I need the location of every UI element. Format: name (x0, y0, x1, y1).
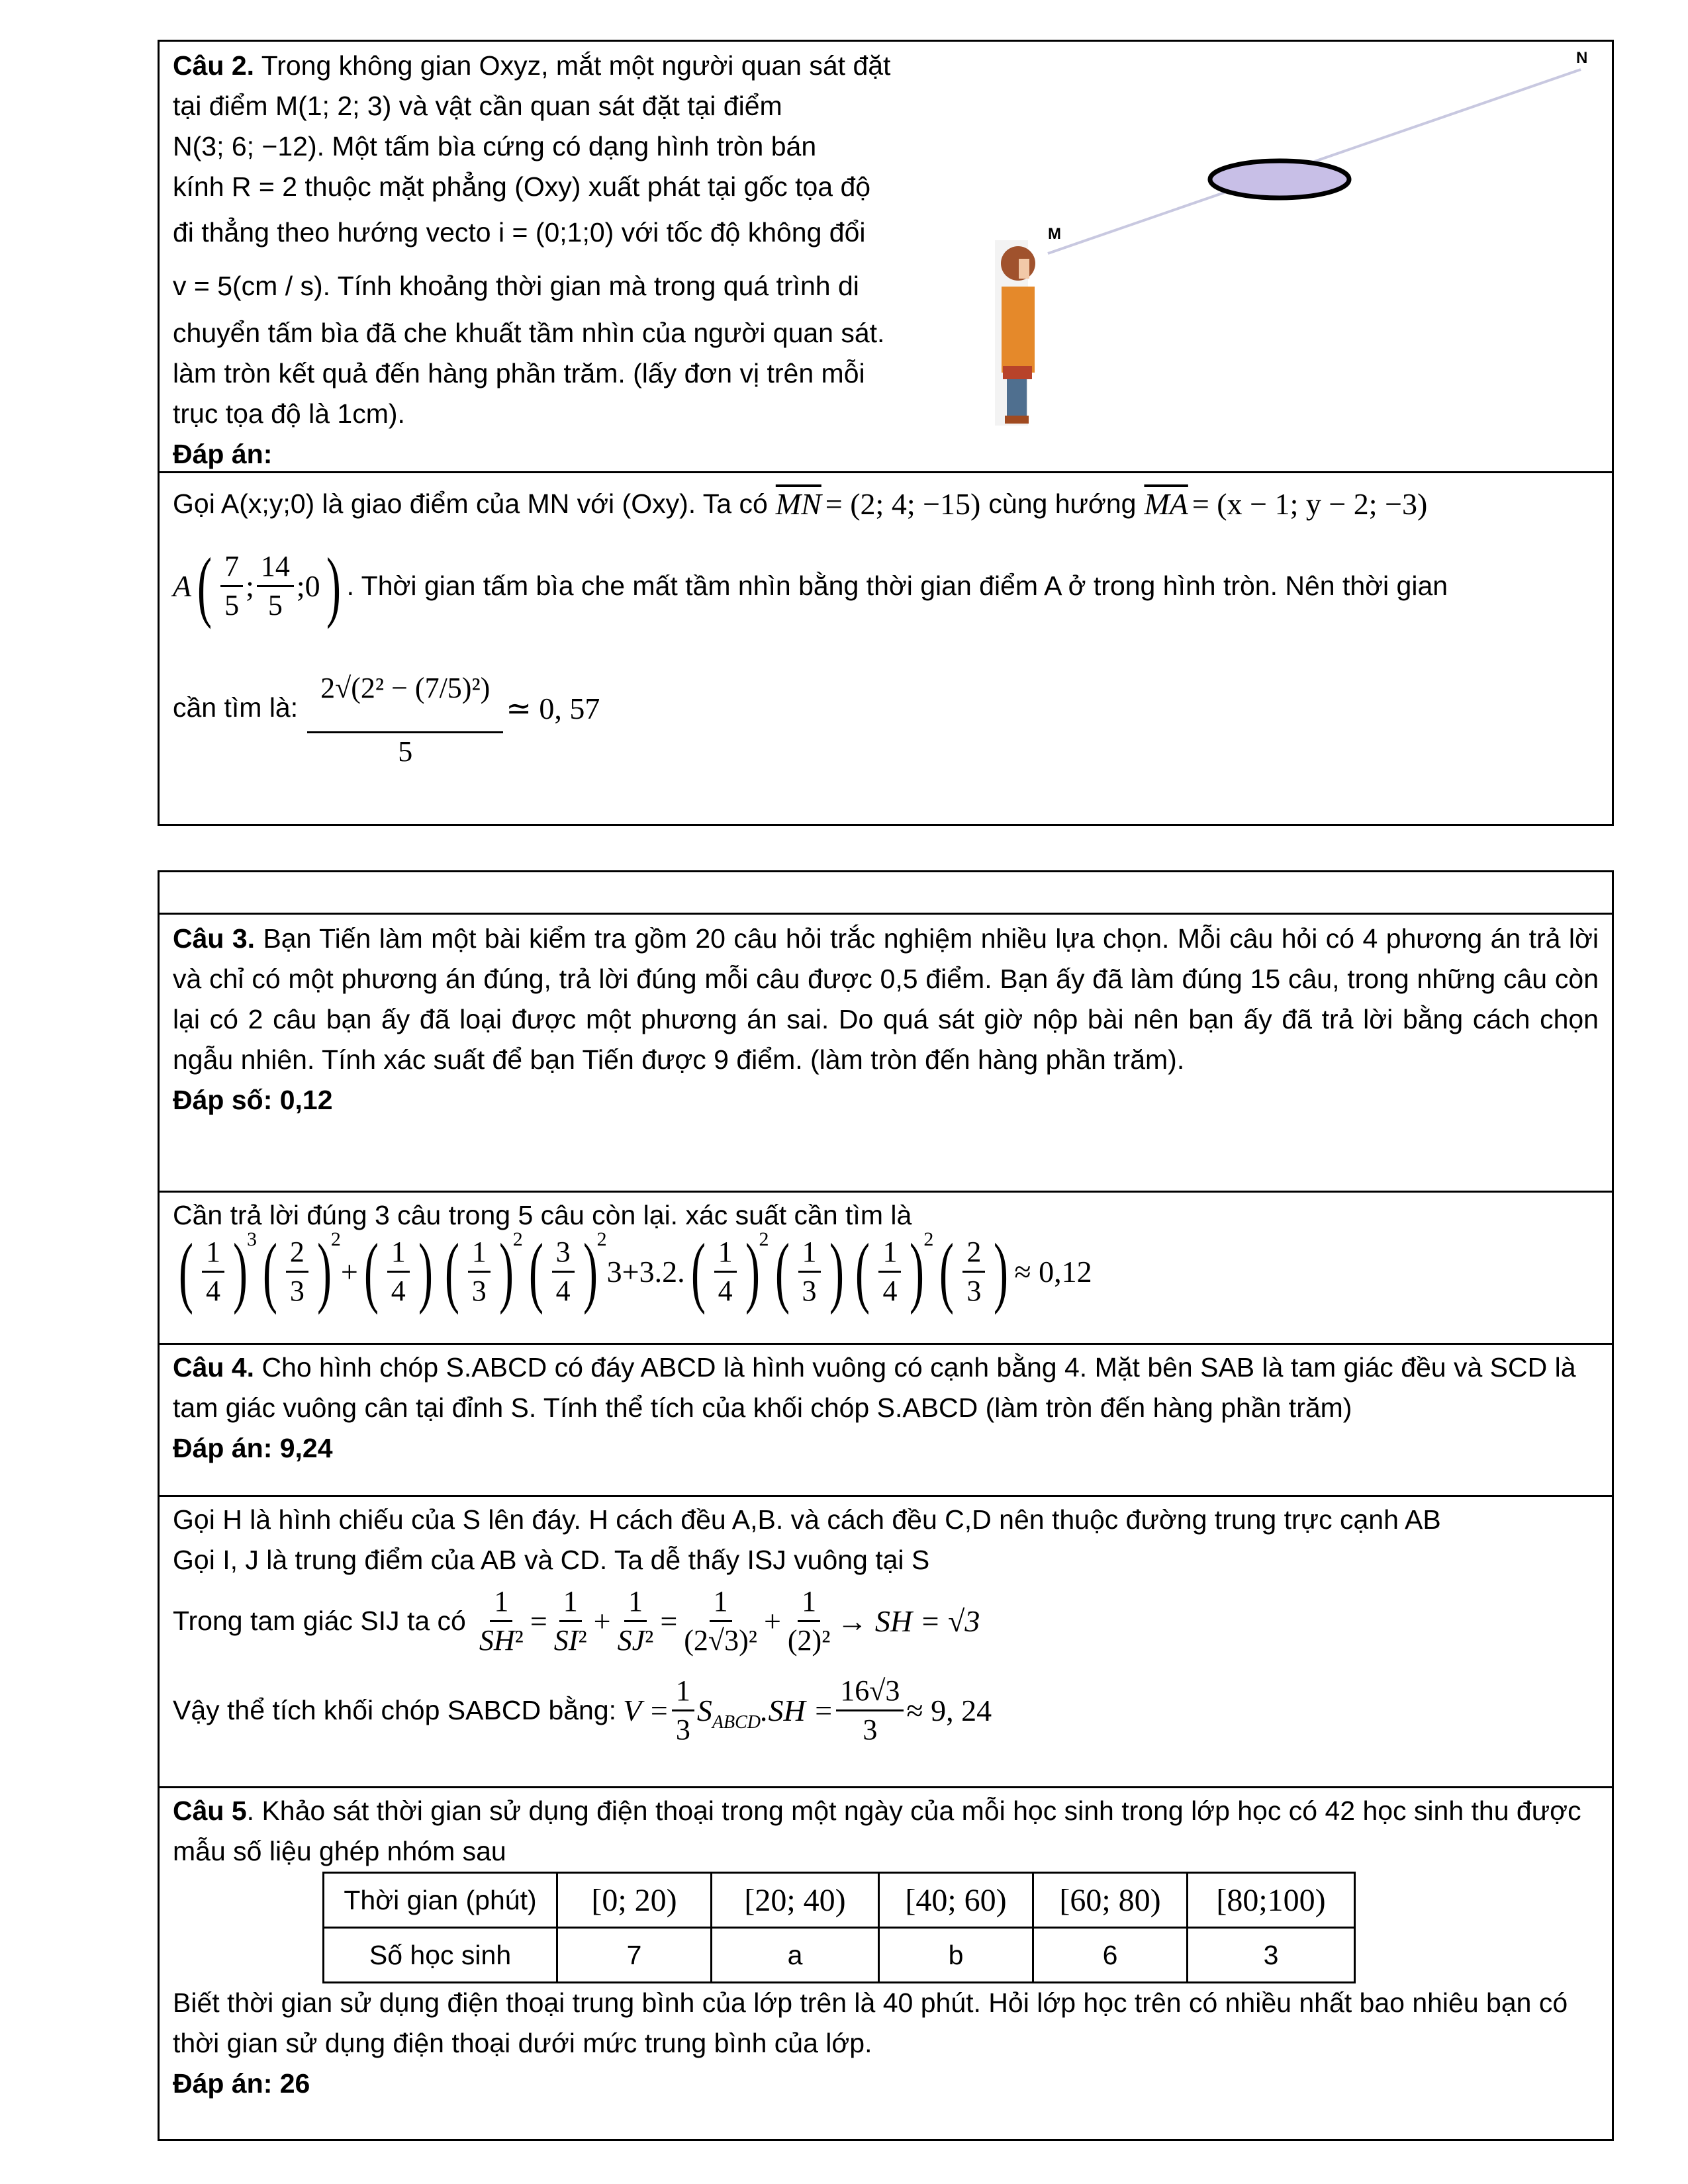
frequency-table (322, 1872, 1356, 1983)
cardboard-disk (1210, 161, 1349, 198)
question-5-answer: Đáp án: 26 (173, 2068, 310, 2099)
question-5-title: Câu 5 (173, 1796, 247, 1826)
question-2-statement: Câu 2. Trong không gian Oxyz, mắt một người quan sát đặt tại điểm M(1; 2; 3) và vật cần quan sát đặt tại điểm N(3; 6; −12). Một tấm bìa cứng có dạng hình tròn bán kính R = 2 thuộc mặt phẳng (Oxy) xuất phát tại gốc tọa độ đi thẳng theo hướng vecto i = (0;1;0) với tốc độ không đổi v = 5(cm / s). Tính khoảng thời gian mà trong quá trình di chuyển tấm bìa đã che khuất tầm nhìn của người quan sát. làm tròn kết quả đến hàng phần trăm. (lấy đơn vị trên mỗi trục tọa độ là 1cm). Đáp án: N M (160, 42, 1612, 473)
point-m-label: M (1048, 225, 1061, 243)
question-3-solution: Cần trả lời đúng 3 câu trong 5 câu còn lại. xác suất cần tìm là ( $\frac{1}{4}$ ) 3 ( $\frac{2}{3}$ ) 2 + ( $\frac{1}{4}$ ) ( $\frac{1}{3}$ ) 2 ( $\frac{3}{4}$ ) 2 3+3.2. ( $\frac{1}{4}$ ) 2 ( $\frac{1}{3}$ ) ( $\frac{1}{4}$ ) 2 ( $\frac{2}{3}$ ) ≈ 0,12 (160, 1193, 1612, 1345)
question-4-statement: Câu 4. Cho hình chóp S.ABCD có đáy ABCD là hình vuông có cạnh bằng 4. Mặt bên SAB là tam giác đều và SCD là tam giác vuông cân tại đỉnh S. Tính thể tích của khối chóp S.ABCD (làm tròn đến hàng phần trăm) Đáp án: 9,24 (160, 1345, 1612, 1497)
question-4-title: Câu 4. (173, 1352, 255, 1383)
question-4-answer: Đáp án: 9,24 (173, 1433, 333, 1463)
observer-figure (968, 42, 1604, 439)
question-3-title: Câu 3. (173, 923, 256, 954)
question-2-answer-label: Đáp án: (173, 439, 273, 469)
table-row: Số học sinh 7 a b 6 3 (324, 1928, 1355, 1983)
question-4-solution: Gọi H là hình chiếu của S lên đáy. H cách đều A,B. và cách đều C,D nên thuộc đường trung trực cạnh AB Gọi I, J là trung điểm của AB và CD. Ta dễ thấy ISJ vuông tại S Trong tam giác SIJ ta có $\frac{1}{\text{SH²}}$ = $\frac{1}{\text{SI²}}$ + $\frac{1}{\text{SJ²}}$ = $\frac{1}{\text{(2√3)²}}$ + $\frac{1}{\text{(2)²}}$ → SH = √3 Vậy thể tích khối chóp SABCD bằng: V = $\frac{1}{3}$ S ABCD .SH = $\frac{16√3}{3}$ ≈ 9, 24 (160, 1497, 1612, 1788)
empty-header-row (160, 872, 1612, 915)
question-3-answer: Đáp số: 0,12 (173, 1085, 333, 1115)
question-2-title: Câu 2. (173, 50, 255, 81)
question-2-box (158, 40, 1614, 826)
question-2-solution: Gọi A(x;y;0) là giao điểm của MN với (Oxy). Ta có $\overline{MN}$ = (2; 4; −15) cùng hướng $\overline{MA}$ = (x − 1; y − 2; −3) A ( $\frac{7}{5}$ ; $\frac{14}{5}$ ; 0 ) . Thời gian tấm bìa che mất tầm nhìn bằng thời gian điểm A ở trong hình tròn. Nên thời gian cần tìm là: $\frac{\text{2√(2² − (7/5)²)}}{5}$ ≃ 0, 57 (173, 487, 1448, 768)
question-3-formula: ( $\frac{1}{4}$ ) 3 ( $\frac{2}{3}$ ) 2 + ( $\frac{1}{4}$ ) ( $\frac{1}{3}$ ) 2 ( $\frac{3}{4}$ ) 2 3+3.2. ( $\frac{1}{4}$ ) 2 ( $\frac{1}{3}$ ) ( $\frac{1}{4}$ ) 2 ( $\frac{2}{3}$ ) ≈ 0,12 (178, 1227, 1092, 1315)
question-3-statement: Câu 3. Bạn Tiến làm một bài kiểm tra gồm 20 câu hỏi trắc nghiệm nhiều lựa chọn. Mỗi câu hỏi có 4 phương án trả lời và chỉ có một phương án đúng, trả lời đúng mỗi câu được 0,5 điểm. Bạn ấy đã làm đúng 15 câu, trong những câu còn lại có 2 câu bạn ấy đã loại được một phương án sai. Do quá sát giờ nộp bài nên bạn ấy đã trả lời bằng cách chọn ngẫu nhiên. Tính xác suất để bạn Tiến được 9 điểm. (làm tròn đến hàng phần trăm). Đáp số: 0,12 (160, 915, 1612, 1193)
question-5: Câu 5. Khảo sát thời gian sử dụng điện thoại trong một ngày của mỗi học sinh trong lớp học có 42 học sinh thu được mẫu số liệu ghép nhóm sau Thời gian (phút) [0; 20) [20; 40) [40; 60) [60; 80) [80;100) Số học sinh 7 a b 6 3 Biết thời gian sử dụng điện thoại trung bình của lớp trên là 40 phút. Hỏi lớp học trên có nhiều nhất bao nhiêu bạn có thời gian sử dụng điện thoại dưới mức trung bình của lớp. Đáp án: 26 (160, 1788, 1612, 2139)
point-n-label: N (1576, 49, 1588, 67)
questions-3-5-box (158, 870, 1614, 2141)
person-icon (995, 240, 1035, 426)
table-row: Thời gian (phút) [0; 20) [20; 40) [40; 60) [60; 80) [80;100) (324, 1873, 1355, 1928)
